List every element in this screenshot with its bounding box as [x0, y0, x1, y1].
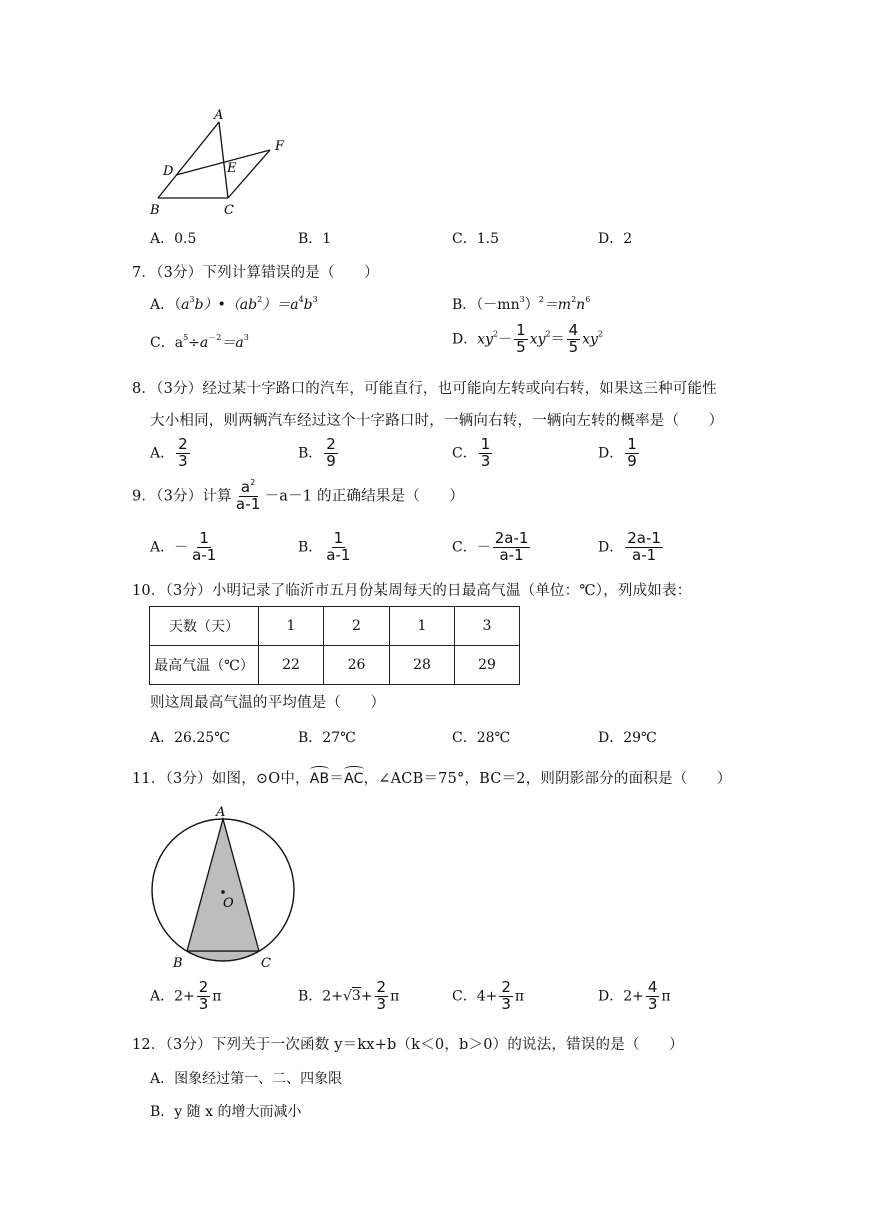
- q10-follow-text: 则这周最高气温的平均值是（ ）: [150, 695, 386, 711]
- q9-option-c: C．－ $\frac{2a-1}{a-1}$: [452, 529, 529, 564]
- table-row: [150, 646, 520, 685]
- q11-option-c: C．4+ $\frac{2}{3}$ π: [452, 978, 525, 1013]
- label-C: C: [224, 203, 234, 218]
- table-cell: 1: [390, 607, 455, 646]
- q8-stem-line2: 大小相同，则两辆汽车经过这个十字路口时，一辆向右转，一辆向左转的概率是（ ）: [150, 413, 724, 429]
- table-cell: 22: [259, 646, 324, 685]
- q11-option-b: B．2+√3+ $\frac{2}{3}$ π: [298, 978, 400, 1013]
- q6-option-b: B．1: [298, 231, 332, 247]
- q9-option-b: B． $\frac{1}{a-1}$: [298, 529, 351, 564]
- q7-stem: 7．（3分）下列计算错误的是（ ）: [132, 265, 379, 281]
- table-cell: 天数（天）: [150, 607, 259, 646]
- table-cell: 3: [455, 607, 520, 646]
- q12-stem: 12．（3分）下列关于一次函数 y＝kx+b（k＜0，b＞0）的说法，错误的是（ ）: [132, 1037, 684, 1053]
- q11-stem: 11．（3分）如图，⊙O中，AB＝AC，∠ACB＝75°，BC＝2，则阴影部分的面积是（ ）: [132, 771, 732, 787]
- q6-option-c: C．1.5: [452, 231, 499, 247]
- q7-option-d: D．$xy^2-$ $\frac{1}{5}$ $xy^2=$ $\frac{4}{5}$ $xy^2$: [452, 321, 604, 356]
- q10-stem: 10．（3分）小明记录了临沂市五月份某周每天的日最高气温（单位：℃），列成如表：: [132, 583, 692, 599]
- arc-ac: AC: [344, 771, 364, 787]
- label-D: D: [163, 164, 174, 179]
- q10-option-a: A．26.25℃: [150, 730, 230, 746]
- table-cell: 1: [259, 607, 324, 646]
- label-B: B: [150, 203, 160, 218]
- table-cell: 28: [390, 646, 455, 685]
- arc-ab: AB: [309, 771, 330, 787]
- q10-option-c: C．28℃: [452, 730, 511, 746]
- q8-option-a: A． $\frac{2}{3}$: [150, 435, 188, 470]
- table-cell: 29: [455, 646, 520, 685]
- table-row: [150, 607, 520, 646]
- q12-option-b: B．y 随 x 的增大而减小: [150, 1104, 302, 1120]
- q8-option-b: B． $\frac{2}{9}$: [298, 435, 336, 470]
- q9-stem: 9．（3分）计算 $\frac{a^2}{a-1}$ －a－1 的正确结果是（ ）: [132, 478, 465, 513]
- q7-option-b: B．$(-mn^3)^2=m^2n^6$: [452, 295, 591, 313]
- q10-option-b: B．27℃: [298, 730, 356, 746]
- q6-option-a: A．0.5: [150, 231, 197, 247]
- label-A: A: [214, 108, 224, 123]
- q7-option-a: A．$(a^3b)•(ab^2)=a^4b^3$: [150, 295, 318, 313]
- table-cell: 最高气温（℃）: [150, 646, 259, 685]
- q9-option-a: A．－ $\frac{1}{a-1}$: [150, 529, 217, 564]
- q7-option-c: C．$a^5\div a^{-2}=a^3$: [150, 333, 249, 351]
- q8-option-c: C． $\frac{1}{3}$: [452, 435, 491, 470]
- circle-figure-q11: [140, 800, 310, 975]
- label-O: O: [223, 896, 234, 911]
- triangle-figure-q6: [140, 100, 300, 220]
- q10-option-d: D．29℃: [598, 730, 657, 746]
- table-cell: 26: [324, 646, 390, 685]
- q12-option-a: A．图象经过第一、二、四象限: [150, 1071, 343, 1087]
- q11-option-d: D．2+ $\frac{4}{3}$ π: [598, 978, 671, 1013]
- temperature-table: [149, 606, 520, 685]
- label-F: F: [275, 139, 285, 154]
- label-A: A: [216, 805, 226, 820]
- label-B: B: [173, 956, 183, 971]
- table-cell: 2: [324, 607, 390, 646]
- q9-option-d: D． $\frac{2a-1}{a-1}$: [598, 529, 661, 564]
- q8-option-d: D． $\frac{1}{9}$: [598, 435, 637, 470]
- q11-option-a: A．2+ $\frac{2}{3}$ π: [150, 978, 222, 1013]
- q8-stem-line1: 8．（3分）经过某十字路口的汽车，可能直行，也可能向左转或向右转，如果这三种可能性: [132, 381, 717, 397]
- label-C: C: [261, 956, 271, 971]
- label-E: E: [227, 161, 237, 176]
- q6-option-d: D．2: [598, 231, 633, 247]
